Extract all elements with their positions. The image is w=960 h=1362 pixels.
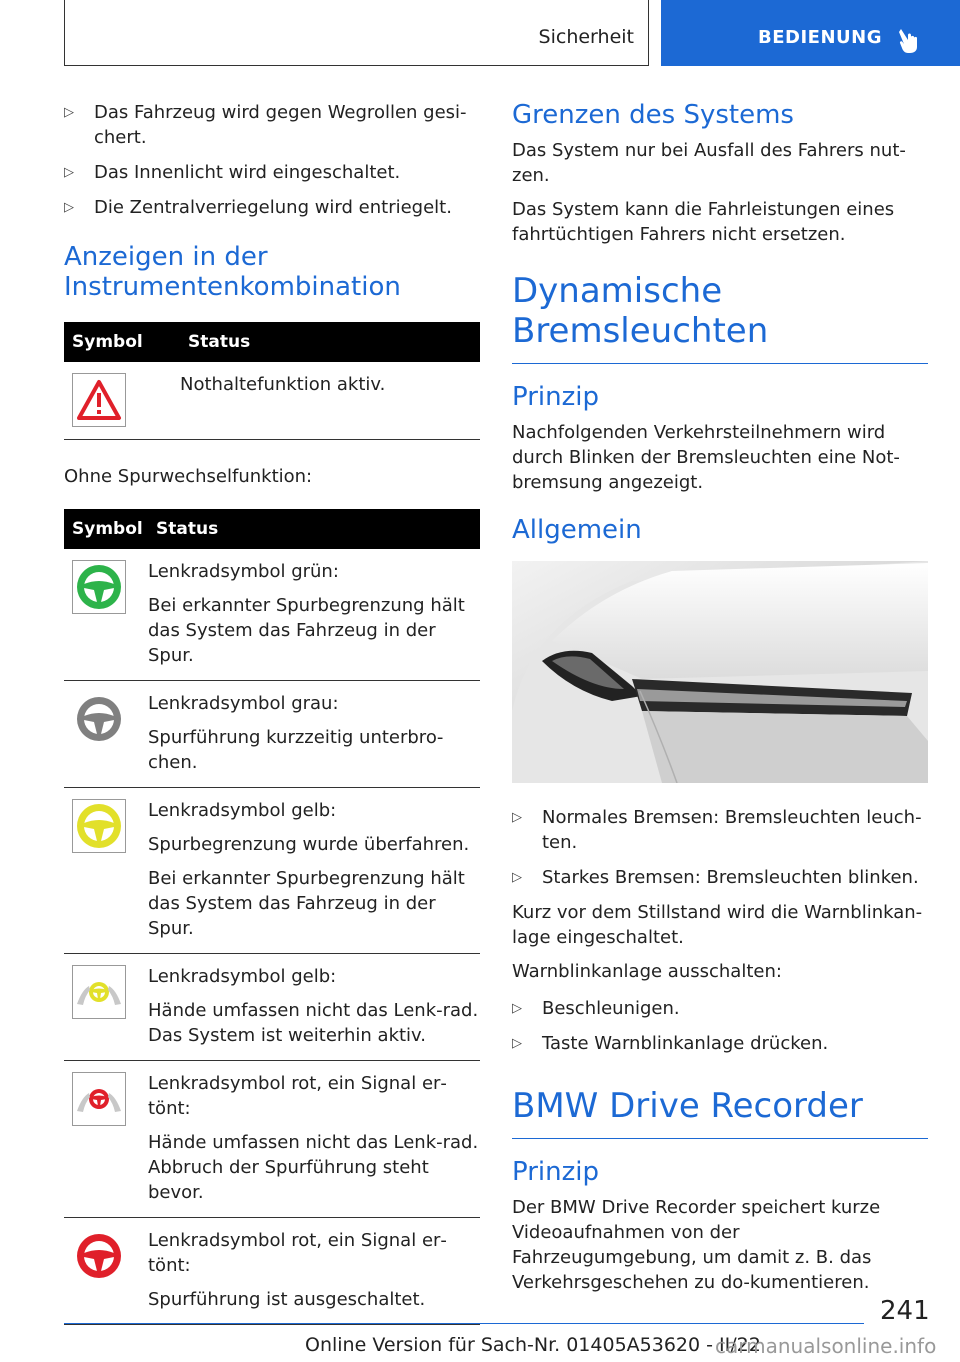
- list-item: ▷ Starkes Bremsen: Bremsleuchten blinken.: [512, 865, 928, 890]
- heading-grenzen: Grenzen des Systems: [512, 100, 794, 130]
- paragraph: Nachfolgenden Verkehrsteilnehmern wird durch Blinken der Bremsleuchten eine Not‐bremsung angezeigt.: [512, 422, 900, 493]
- header-chapter-box: [661, 0, 960, 66]
- paragraph: Das System kann die Fahrleistungen eines fahrtüchtigen Fahrers nicht ersetzen.: [512, 199, 895, 245]
- left-column: [64, 100, 480, 1325]
- steering-wheel-hands-yellow-icon: [72, 965, 126, 1019]
- heading-prinzip: Prinzip: [512, 382, 599, 412]
- header-section-title: Sicherheit: [538, 26, 634, 48]
- heading-prinzip: Prinzip: [512, 1157, 599, 1187]
- watermark: carmanualsonline.info: [715, 1334, 937, 1358]
- heading-bmw-drive-recorder: BMW Drive Recorder: [512, 1086, 928, 1139]
- paragraph: Das System nur bei Ausfall des Fahrers nut‐zen.: [512, 140, 906, 186]
- table-row: Lenkradsymbol grün: Bei erkannter Spurbegrenzung hält das System das Fahrzeug in der Spur.: [64, 549, 480, 681]
- heading-allgemein: Allgemein: [512, 515, 642, 545]
- steering-wheel-hands-red-icon: [72, 1072, 126, 1126]
- header-section-box: [64, 0, 649, 66]
- ohne-label: Ohne Spurwechselfunktion:: [64, 466, 313, 487]
- column-header-symbol: Symbol: [64, 509, 148, 549]
- footer-online-version: Online Version für Sach-Nr. 01405A53620 - II/22: [305, 1334, 761, 1356]
- heading-dynamische-bremsleuchten: Dynamische Bremsleuchten: [512, 271, 928, 364]
- table-row: Lenkradsymbol gelb: Hände umfassen nicht das Lenk‐rad. Das System ist weiterhin aktiv.: [64, 954, 480, 1061]
- list-item: ▷ Normales Bremsen: Bremsleuchten leuch‐ten.: [512, 805, 928, 855]
- hand-pointer-icon: [897, 26, 923, 54]
- header-chapter-title: BEDIENUNG: [758, 27, 882, 48]
- column-header-status: Status: [180, 322, 480, 362]
- car-taillight-image: [512, 561, 928, 783]
- list-item: ▷ Das Innenlicht wird eingeschaltet.: [64, 160, 480, 185]
- steering-wheel-red-icon: [72, 1229, 126, 1283]
- table-row: Lenkradsymbol rot, ein Signal er‐tönt: Spurführung ist ausgeschaltet.: [64, 1218, 480, 1325]
- table-row: Lenkradsymbol rot, ein Signal er‐tönt: Hände umfassen nicht das Lenk‐rad. Abbruch der Spurführung steht bevor.: [64, 1061, 480, 1218]
- table-row: Lenkradsymbol grau: Spurführung kurzzeitig unterbro‐chen.: [64, 681, 480, 788]
- paragraph: Kurz vor dem Stillstand wird die Warnblinkan‐lage eingeschaltet.: [512, 902, 923, 948]
- right-column: [512, 100, 928, 1304]
- steering-wheel-gray-icon: [72, 692, 126, 746]
- page-number: 241: [880, 1296, 930, 1326]
- heading-anzeigen: Anzeigen in der Instrumentenkombination: [64, 242, 401, 302]
- status-cell: Nothaltefunktion aktiv.: [180, 362, 480, 440]
- paragraph: Warnblinkanlage ausschalten:: [512, 961, 782, 982]
- column-header-symbol: Symbol: [64, 322, 180, 362]
- footer-divider: [64, 1323, 864, 1324]
- list-item: ▷ Die Zentralverriegelung wird entriegelt.: [64, 195, 480, 220]
- list-item: ▷ Taste Warnblinkanlage drücken.: [512, 1031, 928, 1056]
- paragraph: Der BMW Drive Recorder speichert kurze Videoaufnahmen von der Fahrzeugumgebung, um damit z. B. das Verkehrsgeschehen zu do‐kumentieren.: [512, 1197, 881, 1293]
- table-lenkrad: [64, 509, 480, 1325]
- list-item: ▷ Beschleunigen.: [512, 996, 928, 1021]
- table-row: Lenkradsymbol gelb: Spurbegrenzung wurde überfahren. Bei erkannter Spurbegrenzung hält das System das Fahrzeug in der Spur.: [64, 788, 480, 954]
- table-nothalte: [64, 322, 480, 440]
- steering-wheel-green-icon: [72, 560, 126, 614]
- steering-wheel-yellow-icon: [72, 799, 126, 853]
- column-header-status: Status: [148, 509, 480, 549]
- list-item: ▷ Das Fahrzeug wird gegen Wegrollen gesi‐chert.: [64, 100, 480, 150]
- warning-triangle-icon: [72, 373, 126, 427]
- table-row: [64, 362, 480, 440]
